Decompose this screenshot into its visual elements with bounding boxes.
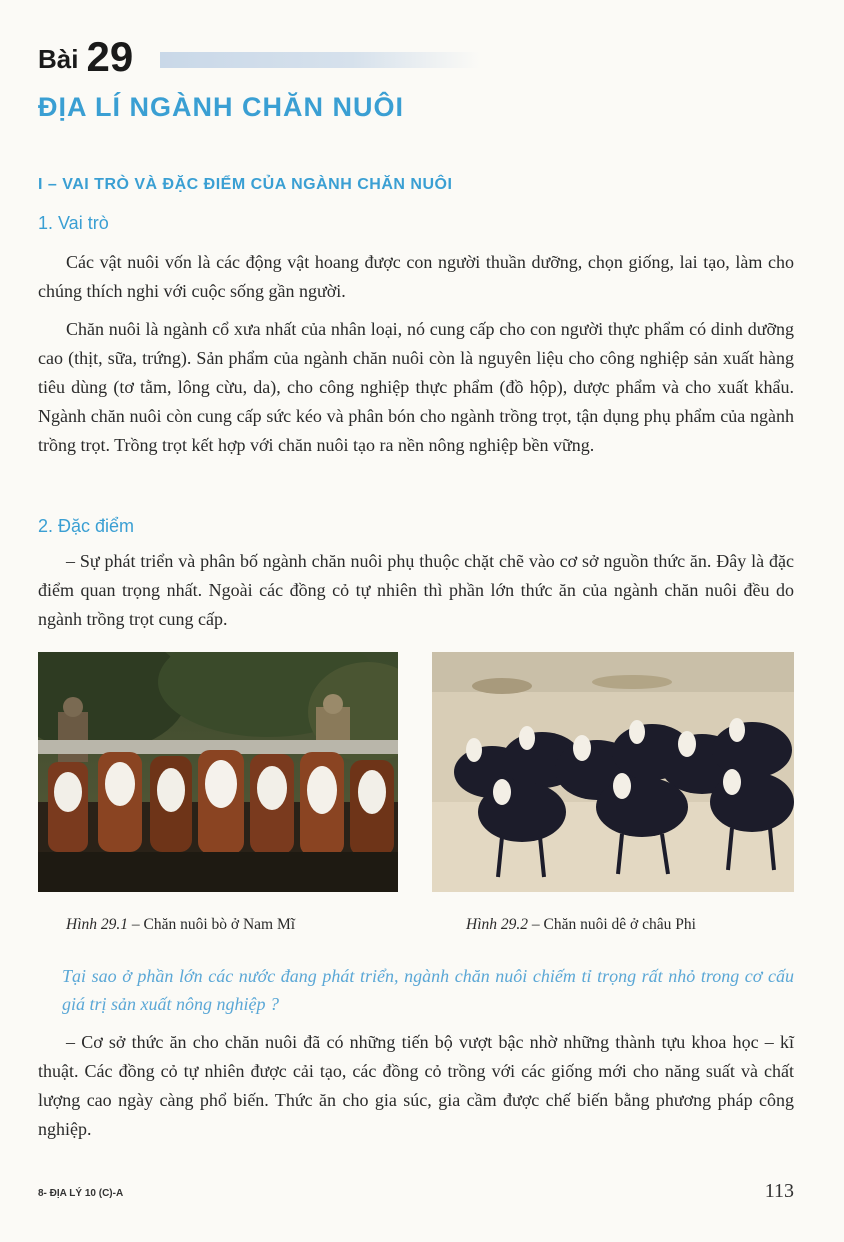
lesson-header-bar [160,52,480,68]
figure-label-2: Hình 29.2 [466,916,528,933]
paragraph-role-1: Các vật nuôi vốn là các động vật hoang được con người thuần dưỡng, chọn giống, lai tạo, làm cho chúng thích nghi với cuộc sống gần người. [38,252,794,301]
footer-code: 8- ĐỊA LÝ 10 (C)-A [38,1188,124,1199]
review-question: Tại sao ở phần lớn các nước đang phát triển, ngành chăn nuôi chiếm tỉ trọng rất nhỏ trong cơ cấu giá trị sản xuất nông nghiệp ? [62,966,794,1014]
paragraph-role-2: Chăn nuôi là ngành cổ xưa nhất của nhân loại, nó cung cấp cho con người thực phẩm có dinh dưỡng cao (thịt, sữa, trứng). Sản phẩm của ngành chăn nuôi còn là nguyên liệu cho công nghiệp sản xuất hàng tiêu dùng (tơ tằm, lông cừu, da), cho công nghiệp thực phẩm (đồ hộp), dược phẩm và cho xuất khẩu. Ngành chăn nuôi còn cung cấp sức kéo và phân bón cho ngành trồng trọt, tận dụng phụ phẩm của ngành trồng trọt. Trồng trọt kết hợp với chăn nuôi tạo ra nền nông nghiệp bền vững. [38,319,794,455]
figure-text-2: – Chăn nuôi dê ở châu Phi [528,916,696,933]
goats-photo [432,652,794,892]
figure-caption-2 [466,916,696,934]
figure-label-1: Hình 29.1 [66,916,128,933]
page-number: 113 [764,1180,794,1202]
figure-text-1: – Chăn nuôi bò ở Nam Mĩ [128,916,296,933]
section-heading: I – VAI TRÒ VÀ ĐẶC ĐIỂM CỦA NGÀNH CHĂN NUÔI [38,176,453,193]
paragraph-feed-progress: – Cơ sở thức ăn cho chăn nuôi đã có những tiến bộ vượt bậc nhờ những thành tựu khoa học – kĩ thuật. Các đồng cỏ tự nhiên được cải tạo, các đồng cỏ trồng với các giống mới cho năng suất và chất lượng cao ngày càng phổ biến. Thức ăn cho gia súc, gia cầm được chế biến bằng phương pháp công nghiệp. [38,1032,794,1139]
chapter-title: ĐỊA LÍ NGÀNH CHĂN NUÔI [38,92,404,122]
cattle-photo [38,652,398,892]
lesson-number: 29 [86,33,134,80]
lesson-word: Bài [38,44,79,74]
subheading-role: 1. Vai trò [38,213,109,233]
lesson-header [38,28,133,78]
figure-caption-1 [66,916,295,934]
paragraph-features: – Sự phát triển và phân bố ngành chăn nuôi phụ thuộc chặt chẽ vào cơ sở nguồn thức ăn. Đây là đặc điểm quan trọng nhất. Ngoài các đồng cỏ tự nhiên thì phần lớn thức ăn của ngành chăn nuôi đều do ngành trồng trọt cung cấp. [38,551,794,629]
subheading-features: 2. Đặc điểm [38,516,135,536]
